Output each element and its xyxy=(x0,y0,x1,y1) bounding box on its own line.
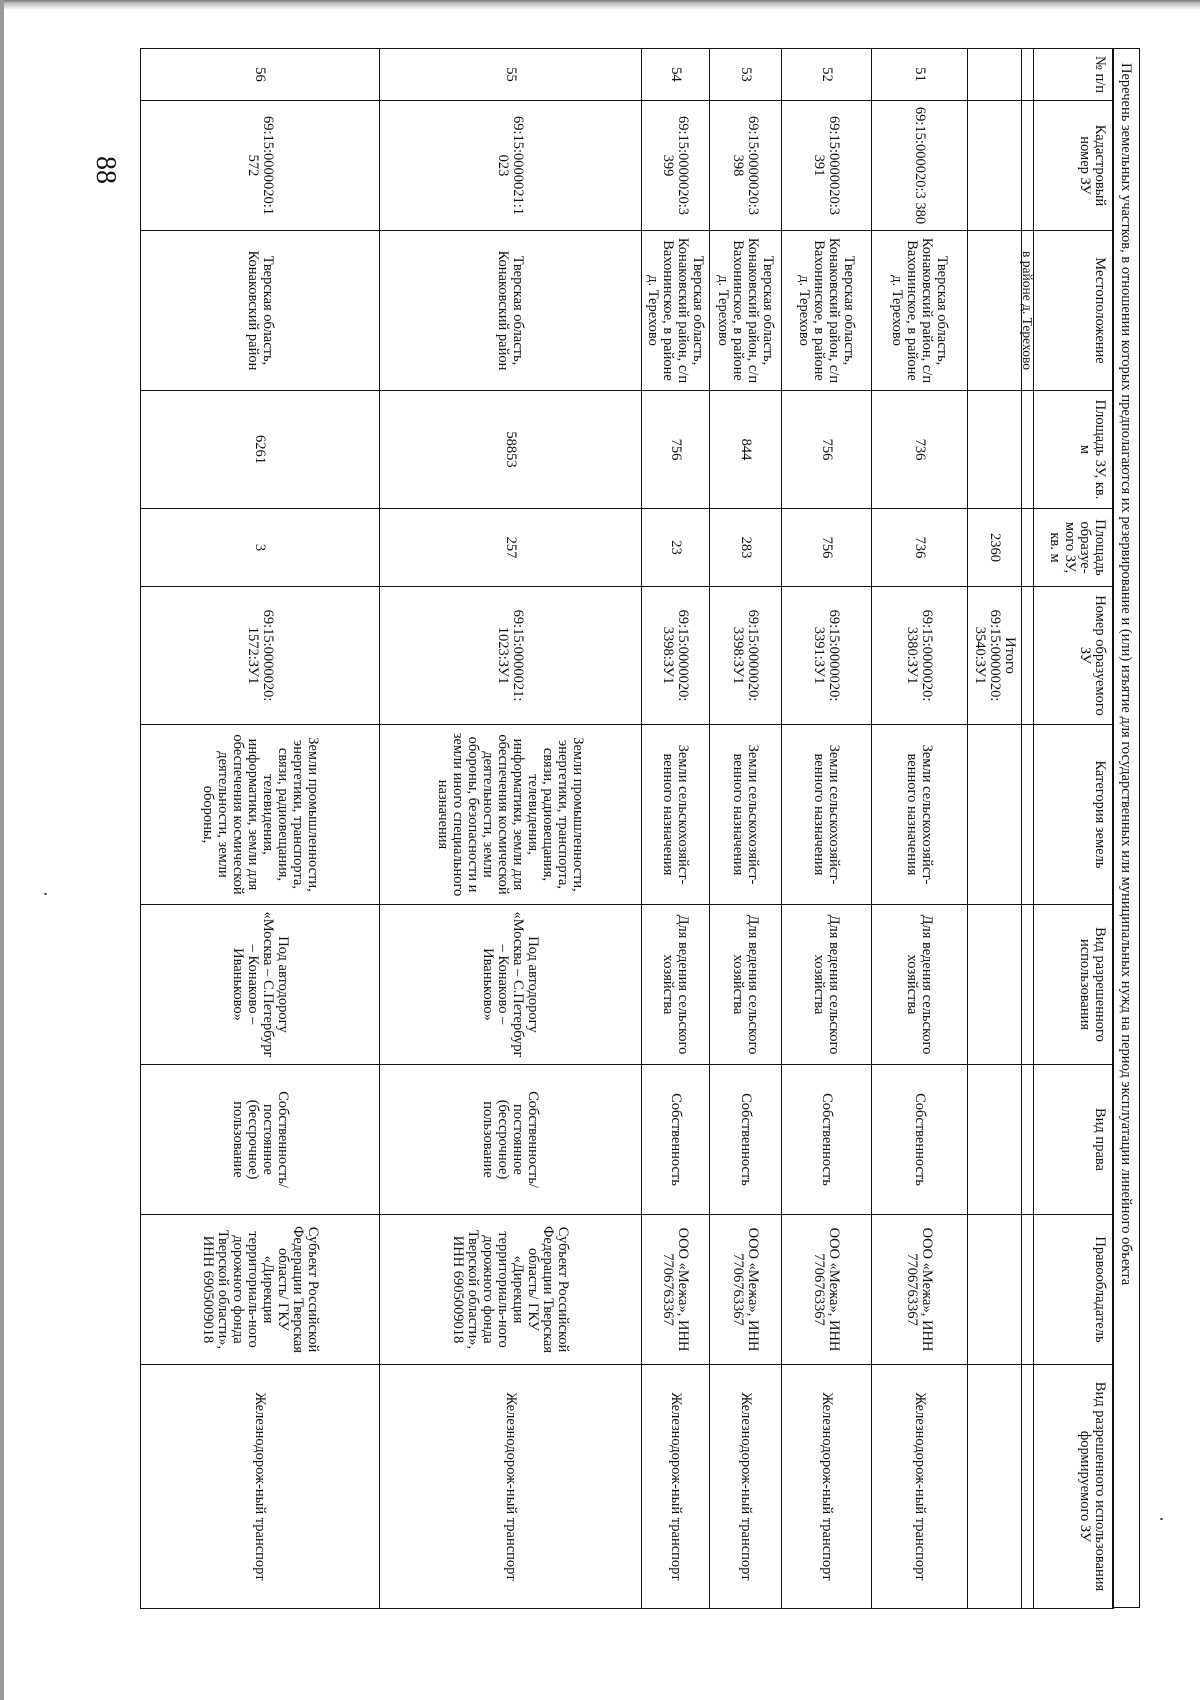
cell-area-parcel: 736 xyxy=(872,391,968,509)
cell-permitted-use-formed: Железнодорож-ный транспорт xyxy=(380,1365,642,1609)
land-parcels-table xyxy=(140,48,1114,1609)
header-area-parcel: Площадь ЗУ, кв. м xyxy=(1034,391,1114,509)
table-row xyxy=(380,49,642,1609)
cell-area-parcel: 6261 xyxy=(141,391,380,509)
cell-cadastral: 69:15:000020:3 380 xyxy=(872,101,968,231)
header-row xyxy=(1034,49,1114,1609)
cell-area-formed: 736 xyxy=(872,509,968,587)
table-row xyxy=(710,49,782,1609)
cell-right-holder: ООО «Межа», ИНН 7706763367 xyxy=(872,1215,968,1365)
cell-formed-number: 69:15:0000020: 3398:ЗУ1 xyxy=(642,587,710,725)
cell-permitted-use: Для ведения сельского хозяйства xyxy=(710,905,782,1065)
cell-area-formed: 257 xyxy=(380,509,642,587)
cell-right-type: Собственность xyxy=(872,1065,968,1215)
cell-permitted-use-formed: Железнодорож-ный транспорт xyxy=(872,1365,968,1609)
cell-num: 51 xyxy=(872,49,968,101)
cell-formed-number: 69:15:0000020: 3398:ЗУ1 xyxy=(710,587,782,725)
cell-right-holder: ООО «Межа», ИНН 7706763367 xyxy=(782,1215,872,1365)
cell-land-category: Земли сельскохозяйст-венного назначения xyxy=(642,725,710,905)
cell-right-holder: Субъект Российской Федерации Тверская область/ ГКУ «Дирекция территориаль-ного дорожного фонда Тверской области», ИНН 6905009018 xyxy=(380,1215,642,1365)
header-cadastral: Кадастровый номер ЗУ xyxy=(1034,101,1114,231)
cell-permitted-use: Для ведения сельского хозяйства xyxy=(872,905,968,1065)
cell-num: 52 xyxy=(782,49,872,101)
cell-formed-number: 69:15:0000020: 3380:ЗУ1 xyxy=(872,587,968,725)
table-title: Перечень земельных участков, в отношении которых предполагаются их резервирование и (или) изъятие для государственных или муниципальных нужд на период эксплуатации линейного объекта xyxy=(1112,48,1140,1608)
cell-area-formed: 283 xyxy=(710,509,782,587)
cell-land-category: Земли промышленности, энергетики, транспорта, связи, радиовещания, телевидения, информатики, земли для обеспечения космической деятельности, земли обороны, безопасности и земли иного специального назначения xyxy=(380,725,642,905)
header-permitted-use: Вид разрешенного использования xyxy=(1034,905,1114,1065)
cell-cadastral: 69:15:0000020:1 572 xyxy=(141,101,380,231)
cell-permitted-use-formed: Железнодорож-ный транспорт xyxy=(642,1365,710,1609)
cell-permitted-use: Для ведения сельского хозяйства xyxy=(782,905,872,1065)
cell-right-type: Собственность xyxy=(782,1065,872,1215)
continuation-row xyxy=(1022,49,1034,1609)
cell-cadastral: 69:15:0000020:3 398 xyxy=(710,101,782,231)
cell-formed-number: 69:15:0000020: 3391:ЗУ1 xyxy=(782,587,872,725)
cell-cadastral: 69:15:0000020:3 391 xyxy=(782,101,872,231)
cell-permitted-use: Под автодорогу «Москва – С.Петербург – Конаково – Иваньково» xyxy=(141,905,380,1065)
cell-cadastral: 69:15:0000021:1 023 xyxy=(380,101,642,231)
header-formed-number: Номер образуемого ЗУ xyxy=(1034,587,1114,725)
total-area-formed: 2360 xyxy=(968,509,1022,587)
page-number: 88 xyxy=(90,156,121,184)
cell-right-holder: ООО «Межа», ИНН 7706763367 xyxy=(710,1215,782,1365)
cell-location: Тверская область, Конаковский район, с/п Вахонинское, в районе д. Терехово xyxy=(710,231,782,391)
cell-area-formed: 23 xyxy=(642,509,710,587)
scan-edge xyxy=(0,0,4,1700)
cell-permitted-use-formed: Железнодорож-ный транспорт xyxy=(710,1365,782,1609)
cell-right-holder: ООО «Межа», ИНН 7706763367 xyxy=(642,1215,710,1365)
cell-num: 55 xyxy=(380,49,642,101)
cell-right-type: Собственность/ постоянное (бессрочное) пользование xyxy=(380,1065,642,1215)
cell-num: 56 xyxy=(141,49,380,101)
cell-right-holder: Субъект Российской Федерации Тверская область/ ГКУ «Дирекция территориаль-ного дорожного фонда Тверской области», ИНН 6905009018 xyxy=(141,1215,380,1365)
table-row xyxy=(872,49,968,1609)
cell-area-parcel: 844 xyxy=(710,391,782,509)
header-area-formed: Площадь образуе-мого ЗУ, кв. м xyxy=(1034,509,1114,587)
cell-permitted-use: Для ведения сельского хозяйства xyxy=(642,905,710,1065)
cell-formed-number: 69:15:0000020: 1572:ЗУ1 xyxy=(141,587,380,725)
cell-permitted-use-formed: Железнодорож-ный транспорт xyxy=(141,1365,380,1609)
rotated-table-block xyxy=(140,48,1140,1608)
table-row xyxy=(782,49,872,1609)
cell-num: 53 xyxy=(710,49,782,101)
cell-location: Тверская область, Конаковский район, с/п Вахонинское, в районе д. Терехово xyxy=(642,231,710,391)
cell-area-parcel: 756 xyxy=(782,391,872,509)
total-row xyxy=(968,49,1022,1609)
cell-land-category: Земли сельскохозяйст-венного назначения xyxy=(710,725,782,905)
header-location: Местоположение xyxy=(1034,231,1114,391)
table-row xyxy=(141,49,380,1609)
cell-permitted-use-formed: Железнодорож-ный транспорт xyxy=(782,1365,872,1609)
cell-area-parcel: 58853 xyxy=(380,391,642,509)
cell-cadastral: 69:15:0000020:3 399 xyxy=(642,101,710,231)
cell-area-formed: 756 xyxy=(782,509,872,587)
cell-num: 54 xyxy=(642,49,710,101)
cell-location: Тверская область, Конаковский район, с/п Вахонинское, в районе д. Терехово xyxy=(782,231,872,391)
header-right-type: Вид права xyxy=(1034,1065,1114,1215)
cell-right-type: Собственность xyxy=(710,1065,782,1215)
table-row xyxy=(642,49,710,1609)
cell-area-parcel: 756 xyxy=(642,391,710,509)
cell-land-category: Земли сельскохозяйст-венного назначения xyxy=(782,725,872,905)
cell-right-type: Собственность/ постоянное (бессрочное) пользование xyxy=(141,1065,380,1215)
cell-area-formed: 3 xyxy=(141,509,380,587)
cell-location: Тверская область, Конаковский район xyxy=(141,231,380,391)
scan-speck xyxy=(1160,1518,1163,1520)
cell-permitted-use: Под автодорогу «Москва – С.Петербург – Конаково – Иваньково» xyxy=(380,905,642,1065)
cell-location: Тверская область, Конаковский район, с/п Вахонинское, в районе д. Терехово xyxy=(872,231,968,391)
scan-speck xyxy=(44,893,47,895)
cell-land-category: Земли промышленности, энергетики, транспорта, связи, радиовещания, телевидения, информатики, земли для обеспечения космической деятельности, земли обороны, xyxy=(141,725,380,905)
continuation-location: в районе д. Терехово xyxy=(1022,231,1034,391)
header-right-holder: Правообладатель xyxy=(1034,1215,1114,1365)
header-permitted-use-formed: Вид разрешенного использования формируемого ЗУ xyxy=(1034,1365,1114,1609)
cell-location: Тверская область, Конаковский район xyxy=(380,231,642,391)
scan-edge xyxy=(0,0,1200,10)
total-formed-number: Итого 69:15:0000020: 3540:ЗУ1 xyxy=(968,587,1022,725)
cell-right-type: Собственность xyxy=(642,1065,710,1215)
header-num: № п/п xyxy=(1034,49,1114,101)
header-land-category: Категория земель xyxy=(1034,725,1114,905)
cell-formed-number: 69:15:0000021: 1023:ЗУ1 xyxy=(380,587,642,725)
cell-land-category: Земли сельскохозяйст-венного назначения xyxy=(872,725,968,905)
